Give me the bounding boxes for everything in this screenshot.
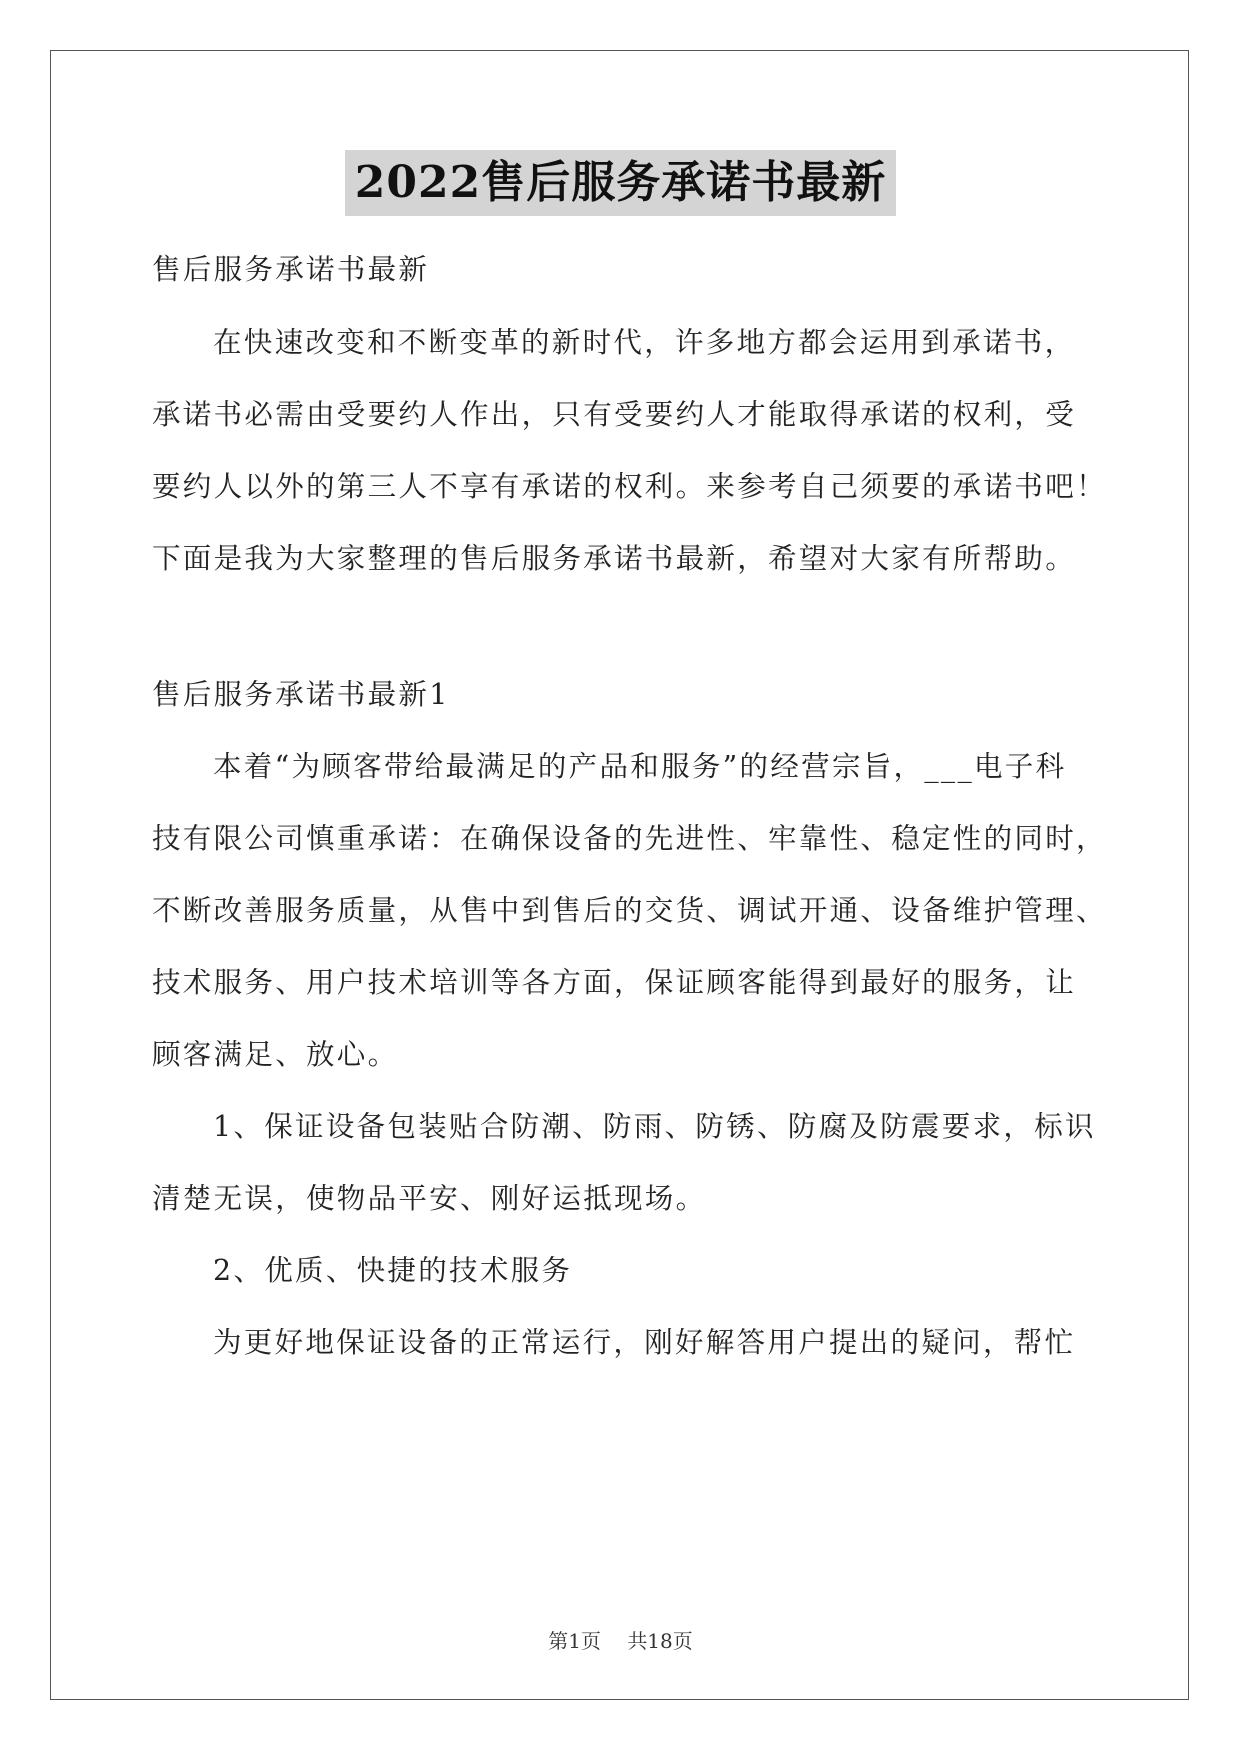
paragraph-line: 下面是我为大家整理的售后服务承诺书最新，希望对大家有所帮助。 — [152, 542, 1077, 575]
paragraph-line: 本着“为顾客带给最满足的产品和服务”的经营宗旨，___电子科 — [213, 750, 1067, 783]
paragraph-line: 技有限公司慎重承诺：在确保设备的先进性、牢靠性、稳定性的同时， — [152, 822, 1107, 855]
paragraph-line: 要约人以外的第三人不享有承诺的权利。来参考自己须要的承诺书吧！ — [152, 470, 1107, 503]
page-footer — [0, 1625, 1241, 1654]
document-title: 2022售后服务承诺书最新 — [345, 150, 896, 216]
list-item-heading: 2、优质、快捷的技术服务 — [213, 1254, 573, 1287]
page-number: 第1页 — [548, 1629, 601, 1653]
paragraph-line: 不断改善服务质量，从售中到售后的交货、调试开通、设备维护管理、 — [152, 894, 1107, 927]
subtitle: 售后服务承诺书最新 — [152, 253, 430, 286]
paragraph-line: 技术服务、用户技术培训等各方面，保证顾客能得到最好的服务，让 — [152, 966, 1077, 999]
list-item-line: 1、保证设备包装贴合防潮、防雨、防锈、防腐及防震要求，标识 — [213, 1110, 1096, 1143]
paragraph-line: 为更好地保证设备的正常运行，刚好解答用户提出的疑问，帮忙 — [213, 1326, 1076, 1359]
section-heading: 售后服务承诺书最新1 — [152, 678, 450, 711]
page-border — [50, 50, 1189, 1700]
title-container — [0, 150, 1241, 216]
list-item-line: 清楚无误，使物品平安、刚好运抵现场。 — [152, 1182, 707, 1215]
paragraph-line: 承诺书必需由受要约人作出，只有受要约人才能取得承诺的权利，受 — [152, 398, 1077, 431]
paragraph-line: 在快速改变和不断变革的新时代，许多地方都会运用到承诺书， — [213, 326, 1076, 359]
paragraph-line: 顾客满足、放心。 — [152, 1038, 399, 1071]
page-total: 共18页 — [627, 1629, 693, 1653]
